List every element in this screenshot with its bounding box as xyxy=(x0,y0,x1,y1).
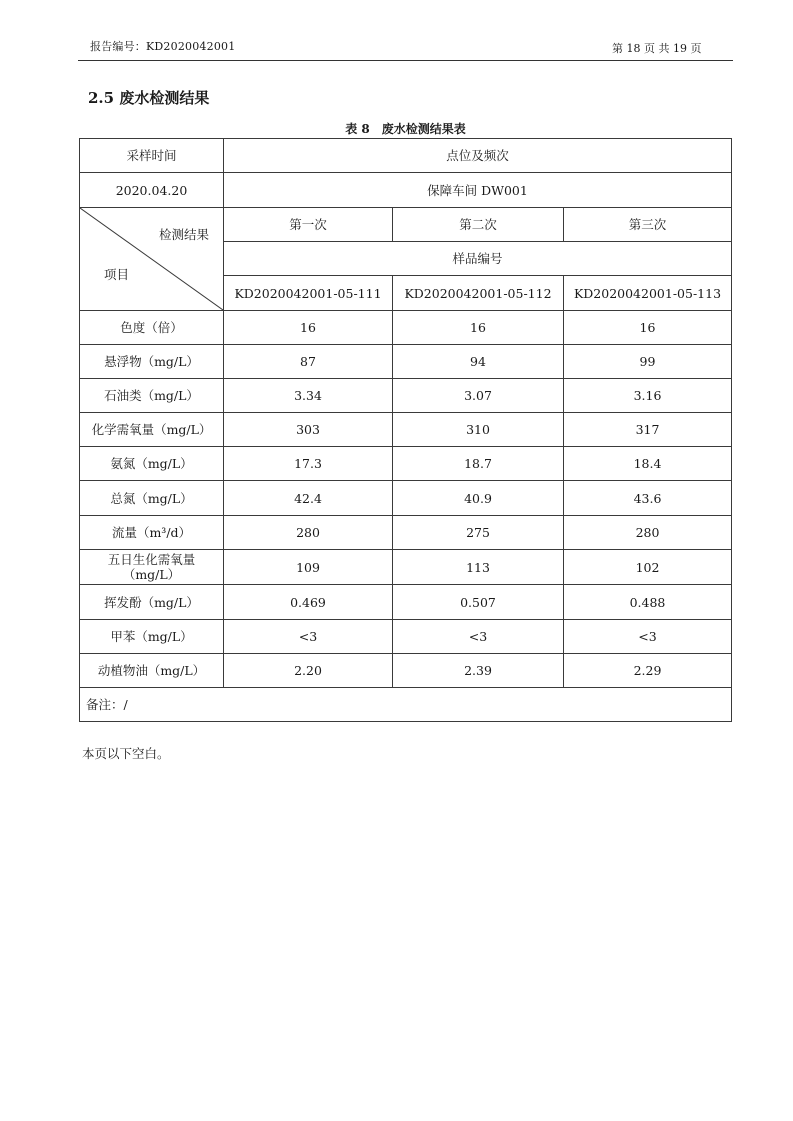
diagonal-header-cell xyxy=(80,208,224,311)
result-value: 275 xyxy=(393,516,564,550)
result-value: 18.7 xyxy=(393,447,564,481)
result-value: 16 xyxy=(393,311,564,345)
item-name: 总氮（mg/L） xyxy=(80,481,224,516)
result-value: 3.34 xyxy=(224,379,393,413)
result-value: <3 xyxy=(564,620,732,654)
result-value: 109 xyxy=(224,550,393,585)
result-value: 280 xyxy=(564,516,732,550)
item-name: 石油类（mg/L） xyxy=(80,379,224,413)
sample-id-2: KD2020042001-05-112 xyxy=(393,276,564,311)
result-value: 2.20 xyxy=(224,654,393,688)
sample-point: 保障车间 DW001 xyxy=(224,173,732,208)
result-value: 3.16 xyxy=(564,379,732,413)
sample-no-label: 样品编号 xyxy=(224,242,732,276)
result-value: 43.6 xyxy=(564,481,732,516)
result-value: 2.29 xyxy=(564,654,732,688)
item-name: 动植物油（mg/L） xyxy=(80,654,224,688)
point-freq-label: 点位及频次 xyxy=(224,139,732,173)
table-row xyxy=(80,173,732,208)
item-name: 化学需氧量（mg/L） xyxy=(80,413,224,447)
sample-id-3: KD2020042001-05-113 xyxy=(564,276,732,311)
result-value: 113 xyxy=(393,550,564,585)
diag-label-results: 检测结果 xyxy=(158,227,209,242)
item-name: 甲苯（mg/L） xyxy=(80,620,224,654)
freq-2: 第二次 xyxy=(393,208,564,242)
result-value: 99 xyxy=(564,345,732,379)
table-row xyxy=(80,481,732,516)
report-number: 报告编号：KD2020042001 xyxy=(90,40,236,53)
remark: 备注：/ xyxy=(80,688,732,722)
sample-id-1: KD2020042001-05-111 xyxy=(224,276,393,311)
table-row xyxy=(80,413,732,447)
page-number: 第 18 页 共 19 页 xyxy=(612,42,702,55)
table-row xyxy=(80,208,732,242)
table-row xyxy=(80,654,732,688)
result-value: 16 xyxy=(224,311,393,345)
result-value: 2.39 xyxy=(393,654,564,688)
result-value: 280 xyxy=(224,516,393,550)
result-value: 3.07 xyxy=(393,379,564,413)
table-row xyxy=(80,379,732,413)
result-value: 317 xyxy=(564,413,732,447)
item-name: 流量（m³/d） xyxy=(80,516,224,550)
result-value: <3 xyxy=(224,620,393,654)
item-name: 挥发酚（mg/L） xyxy=(80,585,224,620)
result-value: 16 xyxy=(564,311,732,345)
sample-date: 2020.04.20 xyxy=(80,173,224,208)
freq-3: 第三次 xyxy=(564,208,732,242)
section-title: 2.5 废水检测结果 xyxy=(88,89,210,107)
table-row xyxy=(80,688,732,722)
table-caption: 表 8 废水检测结果表 xyxy=(345,122,466,136)
item-name: 氨氮（mg/L） xyxy=(80,447,224,481)
result-value: 0.469 xyxy=(224,585,393,620)
item-name: 色度（倍） xyxy=(80,311,224,345)
result-value: 87 xyxy=(224,345,393,379)
end-of-page-note: 本页以下空白。 xyxy=(82,746,170,761)
diagonal-line xyxy=(80,208,223,310)
result-value: 40.9 xyxy=(393,481,564,516)
result-value: 42.4 xyxy=(224,481,393,516)
result-value: 0.507 xyxy=(393,585,564,620)
result-value: 102 xyxy=(564,550,732,585)
table-row xyxy=(80,311,732,345)
table-row xyxy=(80,516,732,550)
result-value: 310 xyxy=(393,413,564,447)
result-value: 0.488 xyxy=(564,585,732,620)
table-row xyxy=(80,585,732,620)
table-row xyxy=(80,447,732,481)
item-name: 悬浮物（mg/L） xyxy=(80,345,224,379)
table-row xyxy=(80,620,732,654)
table-row xyxy=(80,550,732,585)
result-value: 94 xyxy=(393,345,564,379)
result-value: 303 xyxy=(224,413,393,447)
diag-label-item: 项目 xyxy=(104,267,130,282)
freq-1: 第一次 xyxy=(224,208,393,242)
wastewater-results-table xyxy=(79,138,732,722)
item-name: 五日生化需氧量（mg/L） xyxy=(80,550,224,585)
result-value: 18.4 xyxy=(564,447,732,481)
result-value: 17.3 xyxy=(224,447,393,481)
table-row xyxy=(80,139,732,173)
result-value: <3 xyxy=(393,620,564,654)
sample-time-label: 采样时间 xyxy=(80,139,224,173)
table-row xyxy=(80,345,732,379)
header-rule xyxy=(78,60,733,61)
